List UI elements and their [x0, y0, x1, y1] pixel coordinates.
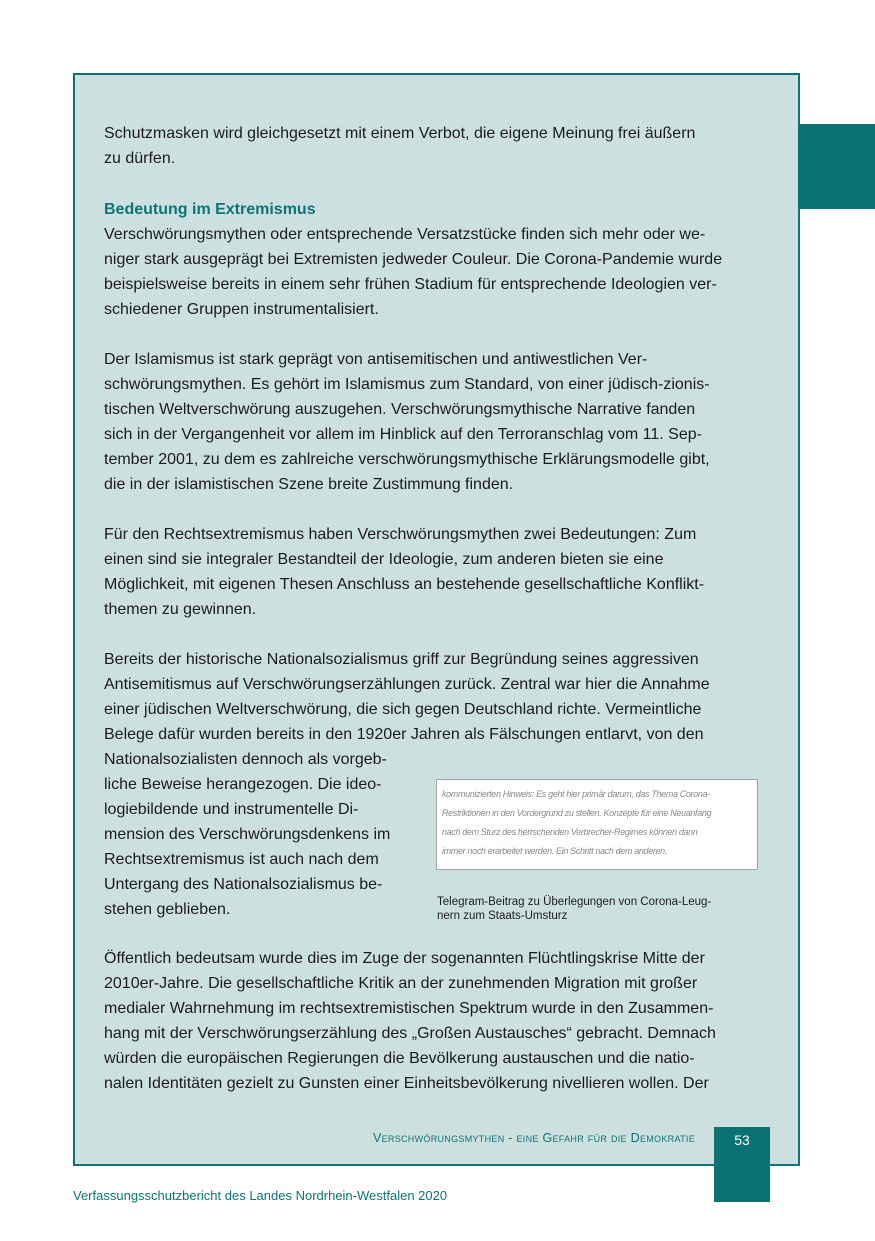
- text-line: hang mit der Verschwörungserzählung des „Großen Austausches“ gebracht. Demnach: [104, 1025, 716, 1042]
- text-line: Bereits der historische Nationalsozialismus griff zur Begründung seines aggressiven: [104, 651, 699, 668]
- text-line: Für den Rechtsextremismus haben Verschwörungsmythen zwei Bedeutungen: Zum: [104, 526, 697, 543]
- page-number: 53: [734, 1132, 750, 1148]
- text-line: mension des Verschwörungsdenkens im: [104, 826, 391, 843]
- text-line: Möglichkeit, mit eigenen Thesen Anschluss an bestehende gesellschaftliche Konflikt-: [104, 576, 705, 593]
- chapter-side-tab: [798, 124, 875, 209]
- text-line: niger stark ausgeprägt bei Extremisten jedweder Couleur. Die Corona-Pandemie wurde: [104, 251, 723, 268]
- text-line: einen sind sie integraler Bestandteil der Ideologie, zum anderen bieten sie eine: [104, 551, 664, 568]
- text-line: Öffentlich bedeutsam wurde dies im Zuge der sogenannten Flüchtlingskrise Mitte der: [104, 950, 705, 967]
- screenshot-text-line: Restriktionen in den Vordergrund zu stellen. Konzepte für eine Neuanfang: [442, 808, 712, 818]
- text-line: Rechtsextremismus ist auch nach dem: [104, 851, 379, 868]
- text-line: schwörungsmythen. Es gehört im Islamismus zum Standard, von einer jüdisch-zionis-: [104, 376, 710, 393]
- screenshot-text-line: nach dem Sturz des herrschenden Verbrecher-Regimes können dann: [442, 827, 698, 837]
- text-line: medialer Wahrnehmung im rechtsextremistischen Spektrum wurde in den Zusammen-: [104, 1000, 714, 1017]
- refugee-crisis-paragraph: [104, 946, 774, 1096]
- text-line: themen zu gewinnen.: [104, 601, 257, 618]
- page-number-box: [714, 1127, 770, 1202]
- text-line: einer jüdischen Weltverschwörung, die sich gegen Deutschland richte. Vermeintliche: [104, 701, 702, 718]
- extremism-section: [104, 197, 774, 322]
- text-line: stehen geblieben.: [104, 901, 231, 918]
- text-line: Verschwörungsmythen oder entsprechende Versatzstücke finden sich mehr oder we-: [104, 226, 706, 243]
- figure-caption: [437, 895, 757, 923]
- text-line: 2010er-Jahre. Die gesellschaftliche Kritik an der zunehmenden Migration mit großer: [104, 975, 698, 992]
- section-heading: Bedeutung im Extremismus: [104, 201, 316, 218]
- text-line: würden die europäischen Regierungen die Bevölkerung austauschen und die natio-: [104, 1050, 695, 1067]
- text-line: logiebildende und instrumentelle Di-: [104, 801, 359, 818]
- text-line: zu dürfen.: [104, 150, 176, 167]
- caption-line: Telegram-Beitrag zu Überlegungen von Corona-Leug-: [437, 896, 712, 908]
- text-line: Schutzmasken wird gleichgesetzt mit einem Verbot, die eigene Meinung frei äußern: [104, 125, 696, 142]
- text-line: Untergang des Nationalsozialismus be-: [104, 876, 383, 893]
- text-line: Antisemitismus auf Verschwörungserzählungen zurück. Zentral war hier die Annahme: [104, 676, 710, 693]
- text-line: Belege dafür wurden bereits in den 1920er Jahren als Fälschungen entlarvt, von den: [104, 726, 704, 743]
- text-line: Nationalsozialisten dennoch als vorgeb-: [104, 751, 387, 768]
- caption-line: nern zum Staats-Umsturz: [437, 910, 568, 922]
- text-line: Der Islamismus ist stark geprägt von antisemitischen und antiwestlichen Ver-: [104, 351, 648, 368]
- text-line: tember 2001, zu dem es zahlreiche verschwörungsmythische Erklärungsmodelle gibt,: [104, 451, 710, 468]
- text-line: nalen Identitäten gezielt zu Gunsten einer Einheitsbevölkerung nivellieren wollen. Der: [104, 1075, 709, 1092]
- text-line: die in der islamistischen Szene breite Zustimmung finden.: [104, 476, 514, 493]
- footer-publication-title: Verfassungsschutzbericht des Landes Nordrhein-Westfalen 2020: [73, 1188, 448, 1203]
- running-title: Verschwörungsmythen - eine Gefahr für die Demokratie: [372, 1131, 695, 1145]
- screenshot-text-line: kommunizierten Hinweis: Es geht hier primär darum, das Thema Corona-: [442, 789, 710, 799]
- right-extremism-paragraph: [104, 522, 774, 622]
- national-socialism-paragraph: [104, 647, 774, 747]
- national-socialism-paragraph-continued: [104, 747, 424, 922]
- text-line: liche Beweise herangezogen. Die ideo-: [104, 776, 382, 793]
- text-line: sich in der Vergangenheit vor allem im Hinblick auf den Terroranschlag vom 11. Sep-: [104, 426, 702, 443]
- telegram-post-screenshot: [436, 779, 758, 870]
- intro-paragraph: [104, 121, 774, 171]
- islamism-paragraph: [104, 347, 774, 497]
- text-line: tischen Weltverschwörung auszugehen. Verschwörungsmythische Narrative fanden: [104, 401, 696, 418]
- screenshot-text-line: immer noch erarbeitet werden. Ein Schritt nach dem anderen.: [442, 846, 667, 856]
- text-line: beispielsweise bereits in einem sehr frühen Stadium für entsprechende Ideologien ver-: [104, 276, 717, 293]
- text-line: schiedener Gruppen instrumentalisiert.: [104, 301, 379, 318]
